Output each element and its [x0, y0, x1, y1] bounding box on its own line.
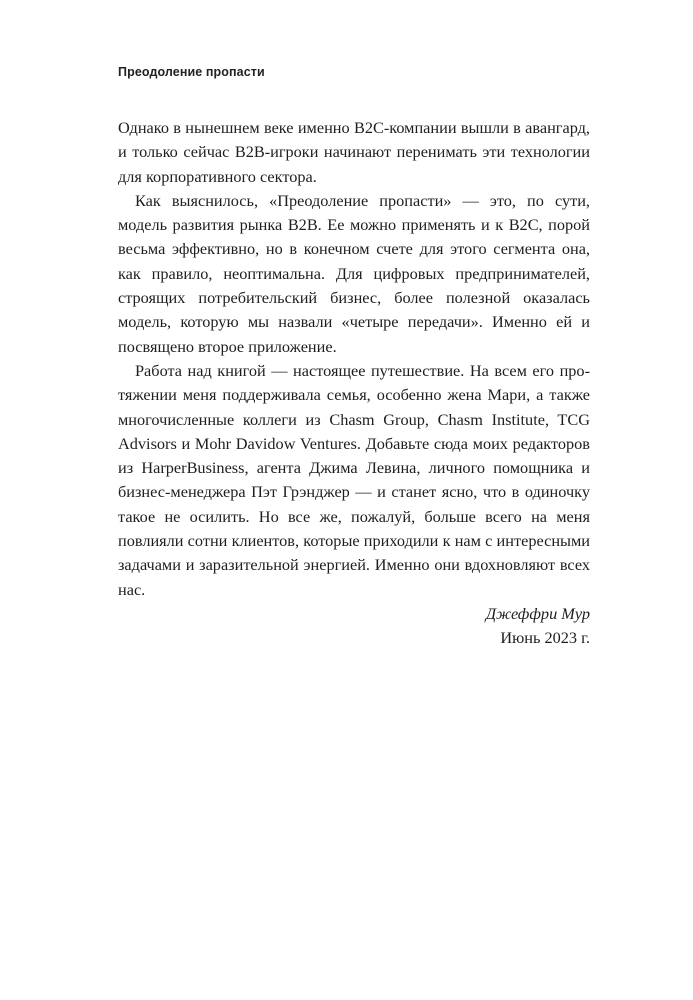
paragraph-2: Как выяснилось, «Преодоление пропасти» — это, по сути, модель развития рынка B2B. Ее можно применять и к B2C, порой весьма эффективно, но в конечном счете для этого сегмента она, как правило, неоптимальна. Для цифровых предпринимателей, строящих потребительский бизнес, более полезной оказалась модель, которую мы назвали «четыре передачи». Именно ей и посвящено второе приложение.	[118, 190, 590, 356]
running-head: Преодоление пропасти	[118, 65, 265, 79]
signature-date: Июнь 2023 г.	[500, 628, 590, 648]
paragraph-1: Однако в нынешнем веке именно B2C-компании вышли в авангард, и только сейчас B2B-игроки начинают перенимать эти технологии для корпоративного сектора.	[118, 118, 590, 186]
paragraph-3: Работа над книгой — настоящее путешествие. На всем его протяжении меня поддерживала семья, особенно жена Мари, а также многочисленные коллеги из Chasm Group, Chasm Institute, TCG Advisors и Mohr Davidow Ventures. Добавьте сюда моих редакторов из HarperBusiness, агента Джима Левина, личного помощника и бизнес-менеджера Пэт Грэнджер — и станет ясно, что в одиночку такое не осилить. Но все же, пожалуй, больше всего на меня повлияли сотни клиентов, которые приходили к нам с интересными задачами и заразительной энергией. Именно они вдохновляют всех нас.	[118, 360, 590, 599]
body-text	[118, 116, 590, 651]
signature-author: Джеффри Мур	[485, 603, 590, 623]
